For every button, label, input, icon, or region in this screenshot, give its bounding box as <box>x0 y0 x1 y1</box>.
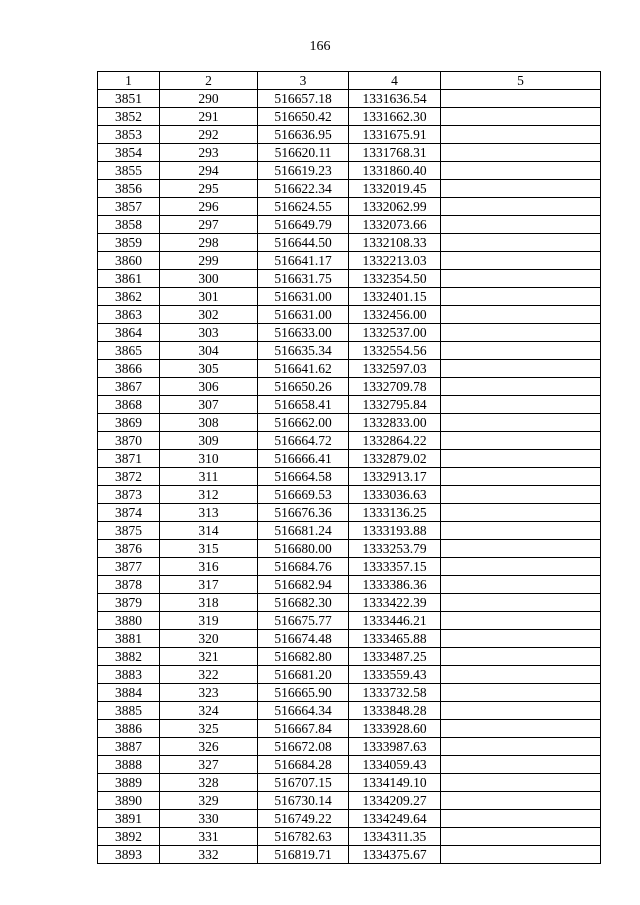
table-cell: 3856 <box>98 180 160 198</box>
table-cell <box>441 306 601 324</box>
table-cell <box>441 540 601 558</box>
table-cell: 1331662.30 <box>349 108 441 126</box>
table-cell <box>441 144 601 162</box>
table-cell: 516631.00 <box>258 306 349 324</box>
table-cell: 516633.00 <box>258 324 349 342</box>
table-row <box>98 540 601 558</box>
table-cell: 3862 <box>98 288 160 306</box>
table-cell: 3887 <box>98 738 160 756</box>
table-cell: 319 <box>160 612 258 630</box>
table-row <box>98 630 601 648</box>
table-cell: 516622.34 <box>258 180 349 198</box>
table-row <box>98 342 601 360</box>
table-cell: 516675.77 <box>258 612 349 630</box>
table-cell: 1332019.45 <box>349 180 441 198</box>
table-cell <box>441 738 601 756</box>
table-cell: 1334311.35 <box>349 828 441 846</box>
table-cell: 293 <box>160 144 258 162</box>
table-cell <box>441 612 601 630</box>
table-cell <box>441 792 601 810</box>
table-body <box>98 90 601 864</box>
table-cell: 292 <box>160 126 258 144</box>
table-cell: 328 <box>160 774 258 792</box>
table-cell: 294 <box>160 162 258 180</box>
table-cell: 516636.95 <box>258 126 349 144</box>
table-cell <box>441 666 601 684</box>
table-row <box>98 504 601 522</box>
table-cell: 3861 <box>98 270 160 288</box>
table-cell: 1332913.17 <box>349 468 441 486</box>
table-cell <box>441 378 601 396</box>
table-cell: 1333357.15 <box>349 558 441 576</box>
table-cell: 1331860.40 <box>349 162 441 180</box>
table-cell: 1332537.00 <box>349 324 441 342</box>
table-cell: 1333253.79 <box>349 540 441 558</box>
table-cell: 1334059.43 <box>349 756 441 774</box>
table-row <box>98 270 601 288</box>
table-row <box>98 684 601 702</box>
table-cell <box>441 90 601 108</box>
table-cell: 1334149.10 <box>349 774 441 792</box>
table-cell: 3875 <box>98 522 160 540</box>
table-cell: 516676.36 <box>258 504 349 522</box>
table-cell: 296 <box>160 198 258 216</box>
table-cell: 3874 <box>98 504 160 522</box>
table-row <box>98 522 601 540</box>
table-cell: 516674.48 <box>258 630 349 648</box>
table-row <box>98 666 601 684</box>
table-cell: 3859 <box>98 234 160 252</box>
table-cell: 1333193.88 <box>349 522 441 540</box>
table-header-row <box>98 72 601 90</box>
table-cell <box>441 558 601 576</box>
table-cell: 311 <box>160 468 258 486</box>
table-cell <box>441 108 601 126</box>
table-cell: 291 <box>160 108 258 126</box>
table-cell: 303 <box>160 324 258 342</box>
page-number: 166 <box>309 39 331 54</box>
table-row <box>98 126 601 144</box>
table-cell <box>441 324 601 342</box>
table-cell: 290 <box>160 90 258 108</box>
table-row <box>98 378 601 396</box>
table-cell <box>441 342 601 360</box>
table-row <box>98 450 601 468</box>
table-cell: 1333036.63 <box>349 486 441 504</box>
table-cell: 516681.20 <box>258 666 349 684</box>
table-cell: 3851 <box>98 90 160 108</box>
table-cell: 516641.62 <box>258 360 349 378</box>
table-cell: 1332864.22 <box>349 432 441 450</box>
table-cell: 3863 <box>98 306 160 324</box>
table-cell: 306 <box>160 378 258 396</box>
table-cell <box>441 756 601 774</box>
table-cell: 3857 <box>98 198 160 216</box>
table-cell: 1333465.88 <box>349 630 441 648</box>
table-cell: 300 <box>160 270 258 288</box>
table-cell: 325 <box>160 720 258 738</box>
table-cell: 516782.63 <box>258 828 349 846</box>
table-cell <box>441 702 601 720</box>
table-cell: 1334375.67 <box>349 846 441 864</box>
table-cell: 516649.79 <box>258 216 349 234</box>
table-cell <box>441 126 601 144</box>
table-row <box>98 738 601 756</box>
table-row <box>98 558 601 576</box>
table-cell <box>441 396 601 414</box>
table-cell: 3867 <box>98 378 160 396</box>
table-cell: 516619.23 <box>258 162 349 180</box>
table-cell: 516657.18 <box>258 90 349 108</box>
table-cell: 516635.34 <box>258 342 349 360</box>
table-row <box>98 594 601 612</box>
table-cell: 331 <box>160 828 258 846</box>
table-cell: 516749.22 <box>258 810 349 828</box>
table-row <box>98 324 601 342</box>
table-cell <box>441 594 601 612</box>
table-cell: 1332709.78 <box>349 378 441 396</box>
table-cell: 309 <box>160 432 258 450</box>
table-cell: 1332073.66 <box>349 216 441 234</box>
table-cell: 1331768.31 <box>349 144 441 162</box>
table-cell: 322 <box>160 666 258 684</box>
table-row <box>98 486 601 504</box>
table-cell <box>441 270 601 288</box>
table-cell: 516650.26 <box>258 378 349 396</box>
column-header: 4 <box>349 72 441 90</box>
table-cell: 516665.90 <box>258 684 349 702</box>
table-cell: 326 <box>160 738 258 756</box>
table-cell: 302 <box>160 306 258 324</box>
table-cell: 516669.53 <box>258 486 349 504</box>
table-cell: 516624.55 <box>258 198 349 216</box>
table-cell: 516644.50 <box>258 234 349 252</box>
table-cell: 308 <box>160 414 258 432</box>
table-cell: 1333386.36 <box>349 576 441 594</box>
table-cell: 299 <box>160 252 258 270</box>
table-cell: 1333559.43 <box>349 666 441 684</box>
table-cell: 3868 <box>98 396 160 414</box>
table-cell: 1333487.25 <box>349 648 441 666</box>
table-cell: 298 <box>160 234 258 252</box>
table-cell <box>441 720 601 738</box>
table-cell: 1332597.03 <box>349 360 441 378</box>
table-cell: 1332401.15 <box>349 288 441 306</box>
table-cell: 297 <box>160 216 258 234</box>
table-row <box>98 234 601 252</box>
table-cell: 318 <box>160 594 258 612</box>
table-row <box>98 288 601 306</box>
table-cell: 516684.28 <box>258 756 349 774</box>
table-row <box>98 198 601 216</box>
table-cell: 329 <box>160 792 258 810</box>
table-cell: 516664.58 <box>258 468 349 486</box>
table-cell: 3866 <box>98 360 160 378</box>
table-cell: 1332456.00 <box>349 306 441 324</box>
table-row <box>98 648 601 666</box>
table-cell: 3892 <box>98 828 160 846</box>
table-row <box>98 612 601 630</box>
table-cell: 3878 <box>98 576 160 594</box>
table-cell: 3852 <box>98 108 160 126</box>
table-cell: 3865 <box>98 342 160 360</box>
table-cell: 516681.24 <box>258 522 349 540</box>
table-cell <box>441 576 601 594</box>
table-cell: 516650.42 <box>258 108 349 126</box>
table-cell: 516641.17 <box>258 252 349 270</box>
table-cell: 3854 <box>98 144 160 162</box>
table-cell: 1333446.21 <box>349 612 441 630</box>
table-cell: 516819.71 <box>258 846 349 864</box>
table-row <box>98 792 601 810</box>
table-row <box>98 90 601 108</box>
table-cell: 1332879.02 <box>349 450 441 468</box>
table-cell <box>441 846 601 864</box>
column-header: 2 <box>160 72 258 90</box>
table-cell: 321 <box>160 648 258 666</box>
table-row <box>98 162 601 180</box>
table-row <box>98 252 601 270</box>
table-cell: 327 <box>160 756 258 774</box>
table-cell: 1333136.25 <box>349 504 441 522</box>
table-row <box>98 432 601 450</box>
table-cell <box>441 414 601 432</box>
table-cell: 3871 <box>98 450 160 468</box>
table-cell <box>441 648 601 666</box>
table-cell: 323 <box>160 684 258 702</box>
column-header: 1 <box>98 72 160 90</box>
table-cell: 305 <box>160 360 258 378</box>
table-cell: 324 <box>160 702 258 720</box>
table-cell: 307 <box>160 396 258 414</box>
table-row <box>98 180 601 198</box>
table-cell: 3881 <box>98 630 160 648</box>
table-cell: 516682.30 <box>258 594 349 612</box>
table-cell: 3853 <box>98 126 160 144</box>
table-cell: 330 <box>160 810 258 828</box>
table-cell: 516730.14 <box>258 792 349 810</box>
table-cell: 3883 <box>98 666 160 684</box>
table-cell: 3893 <box>98 846 160 864</box>
table-cell <box>441 810 601 828</box>
table-cell: 3890 <box>98 792 160 810</box>
table-cell <box>441 504 601 522</box>
table-cell: 3858 <box>98 216 160 234</box>
table-cell: 1331636.54 <box>349 90 441 108</box>
table-cell: 3884 <box>98 684 160 702</box>
table-cell: 3880 <box>98 612 160 630</box>
table-cell: 1334249.64 <box>349 810 441 828</box>
table-cell <box>441 630 601 648</box>
table-cell: 516631.75 <box>258 270 349 288</box>
table-cell: 3882 <box>98 648 160 666</box>
table-cell <box>441 828 601 846</box>
table-cell: 516707.15 <box>258 774 349 792</box>
table-cell <box>441 288 601 306</box>
table-cell: 313 <box>160 504 258 522</box>
table-cell: 3877 <box>98 558 160 576</box>
table-cell: 3872 <box>98 468 160 486</box>
table-cell: 1334209.27 <box>349 792 441 810</box>
table-cell: 3869 <box>98 414 160 432</box>
table-cell <box>441 432 601 450</box>
table-row <box>98 396 601 414</box>
table-cell: 516682.94 <box>258 576 349 594</box>
table-cell: 1332833.00 <box>349 414 441 432</box>
table-cell <box>441 450 601 468</box>
table-cell: 310 <box>160 450 258 468</box>
table-cell: 332 <box>160 846 258 864</box>
table-cell: 516664.72 <box>258 432 349 450</box>
table-cell <box>441 252 601 270</box>
table-row <box>98 576 601 594</box>
table-cell: 316 <box>160 558 258 576</box>
table-cell: 1332795.84 <box>349 396 441 414</box>
table-cell: 516684.76 <box>258 558 349 576</box>
table-cell: 3891 <box>98 810 160 828</box>
table-row <box>98 720 601 738</box>
table-cell: 301 <box>160 288 258 306</box>
table-row <box>98 360 601 378</box>
table-cell: 516658.41 <box>258 396 349 414</box>
table-cell: 312 <box>160 486 258 504</box>
table-row <box>98 108 601 126</box>
table-row <box>98 702 601 720</box>
table-row <box>98 846 601 864</box>
table-cell <box>441 234 601 252</box>
table-cell: 1332062.99 <box>349 198 441 216</box>
table-cell: 1333732.58 <box>349 684 441 702</box>
table-cell: 3873 <box>98 486 160 504</box>
table-cell: 1333848.28 <box>349 702 441 720</box>
table-row <box>98 144 601 162</box>
table-cell <box>441 468 601 486</box>
table-row <box>98 810 601 828</box>
table-row <box>98 774 601 792</box>
table-row <box>98 756 601 774</box>
table-cell: 516662.00 <box>258 414 349 432</box>
table-cell <box>441 360 601 378</box>
table-cell: 516672.08 <box>258 738 349 756</box>
table-cell: 3885 <box>98 702 160 720</box>
table-cell: 516680.00 <box>258 540 349 558</box>
table-cell: 3860 <box>98 252 160 270</box>
table-row <box>98 306 601 324</box>
table-cell: 3855 <box>98 162 160 180</box>
table-cell: 3864 <box>98 324 160 342</box>
table-cell: 3886 <box>98 720 160 738</box>
column-header: 5 <box>441 72 601 90</box>
table-cell: 1333422.39 <box>349 594 441 612</box>
table-cell: 3889 <box>98 774 160 792</box>
table-cell: 315 <box>160 540 258 558</box>
table-cell <box>441 774 601 792</box>
table-cell <box>441 216 601 234</box>
table-cell <box>441 198 601 216</box>
table-cell: 1333928.60 <box>349 720 441 738</box>
coordinates-table <box>97 71 601 864</box>
column-header: 3 <box>258 72 349 90</box>
table-cell: 3888 <box>98 756 160 774</box>
table-cell: 320 <box>160 630 258 648</box>
table-cell: 317 <box>160 576 258 594</box>
table-cell: 1332213.03 <box>349 252 441 270</box>
table-row <box>98 414 601 432</box>
table-cell: 1332108.33 <box>349 234 441 252</box>
table-cell: 1332354.50 <box>349 270 441 288</box>
table-cell <box>441 522 601 540</box>
table-cell: 304 <box>160 342 258 360</box>
table-row <box>98 468 601 486</box>
table-cell <box>441 684 601 702</box>
table-cell <box>441 162 601 180</box>
table-cell: 516667.84 <box>258 720 349 738</box>
table-cell <box>441 486 601 504</box>
table-cell: 1331675.91 <box>349 126 441 144</box>
table-cell: 1333987.63 <box>349 738 441 756</box>
table-cell: 3870 <box>98 432 160 450</box>
table-cell: 516664.34 <box>258 702 349 720</box>
table-cell: 295 <box>160 180 258 198</box>
table-cell: 516620.11 <box>258 144 349 162</box>
table-cell: 314 <box>160 522 258 540</box>
table-cell: 516631.00 <box>258 288 349 306</box>
table-cell: 1332554.56 <box>349 342 441 360</box>
table-row <box>98 828 601 846</box>
table-cell: 516682.80 <box>258 648 349 666</box>
table-row <box>98 216 601 234</box>
table-cell: 516666.41 <box>258 450 349 468</box>
table-cell: 3876 <box>98 540 160 558</box>
table-cell: 3879 <box>98 594 160 612</box>
table-cell <box>441 180 601 198</box>
